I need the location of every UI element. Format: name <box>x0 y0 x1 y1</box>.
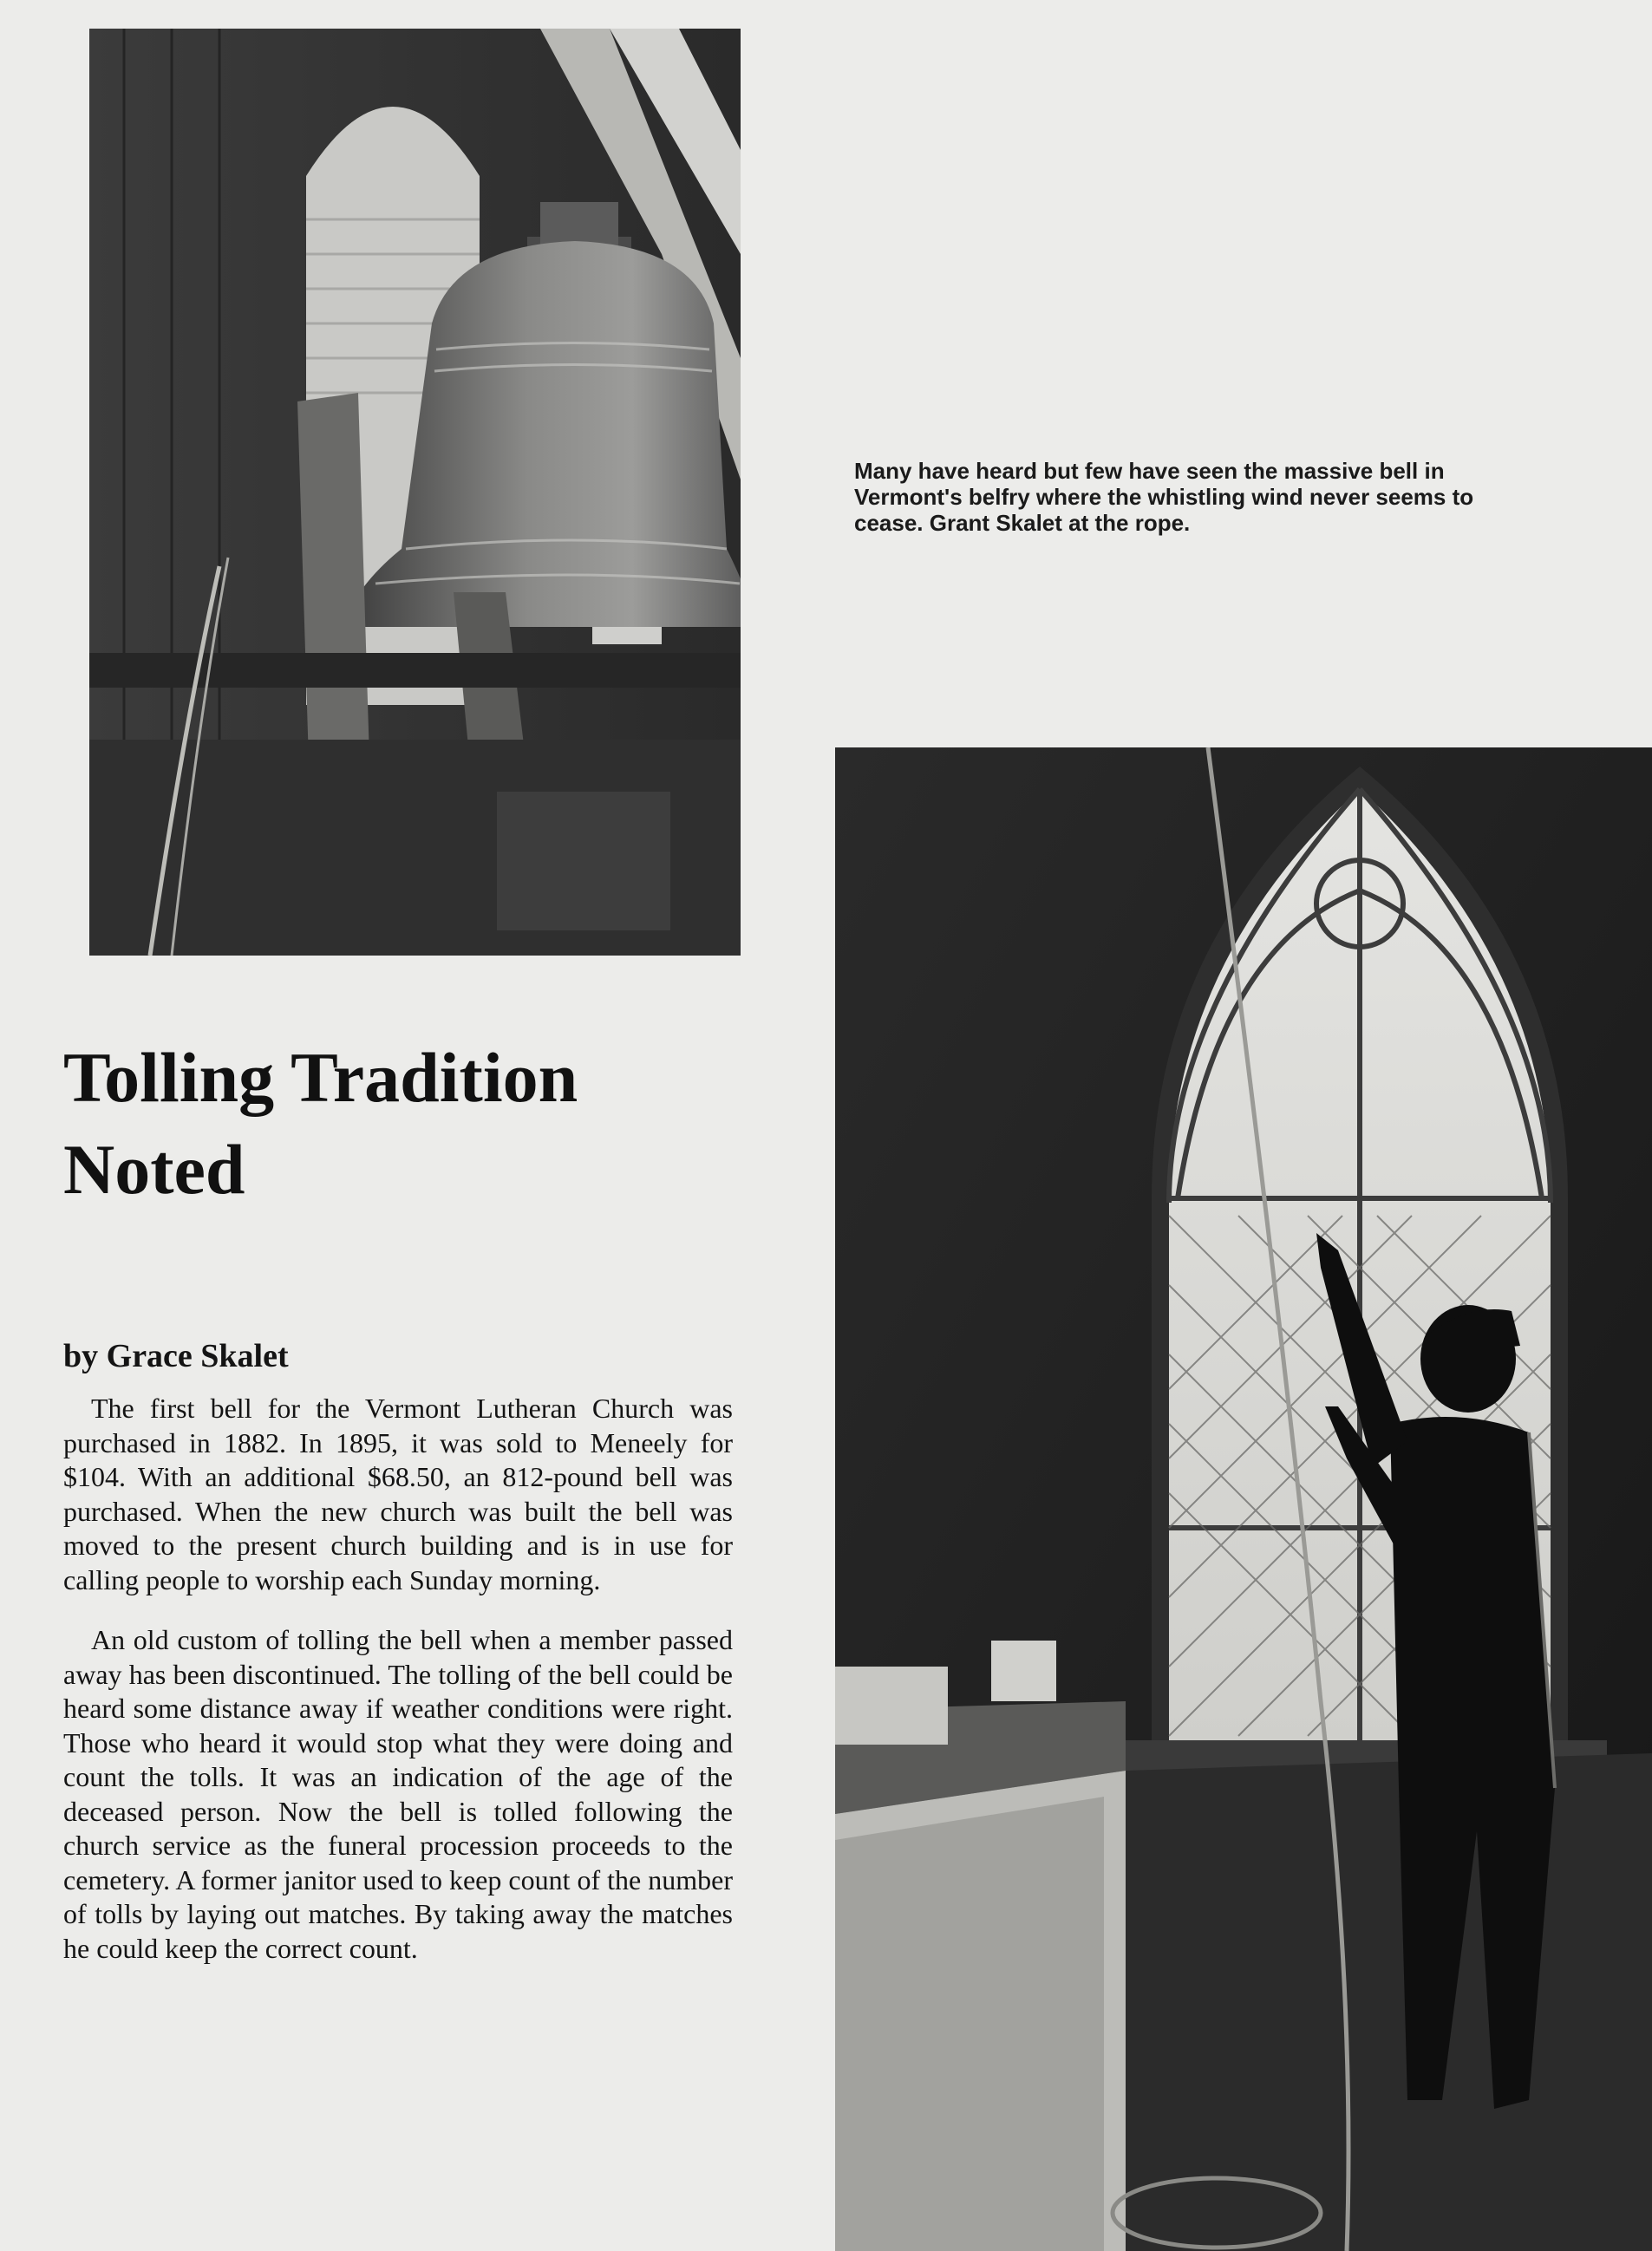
bell-photo <box>89 29 741 956</box>
bell-photo-image <box>89 29 741 956</box>
photo-caption: Many have heard but few have seen the massive bell in Vermont's belfry where the whistling wind never seems to cease. Grant Skalet at the rope. <box>854 458 1474 536</box>
article-body <box>63 1392 733 1992</box>
ringer-photo-image <box>835 747 1652 2251</box>
ringer-photo <box>835 747 1652 2251</box>
article-paragraph: The first bell for the Vermont Lutheran Church was purchased in 1882. In 1895, it was sold to Meneely for $104. With an additional $68.50, an 812-pound bell was purchased. When the new church was built the bell was moved to the present church building and is in use for calling people to worship each Sunday morning. <box>63 1393 733 1595</box>
article-paragraph: An old custom of tolling the bell when a member passed away has been discontinued. The tolling of the bell could be heard some distance away if weather conditions were right. Those who heard it would stop what they were doing and count the tolls. It was an indication of the age of the deceased person. Now the bell is tolled following the church service as the funeral procession proceeds to the cemetery. A former janitor used to keep count of the number of tolls by laying out matches. By taking away the matches he could keep the correct count. <box>63 1624 733 1964</box>
article-byline: by Grace Skalet <box>63 1338 289 1374</box>
article-title: Tolling Tradition Noted <box>63 1038 578 1209</box>
